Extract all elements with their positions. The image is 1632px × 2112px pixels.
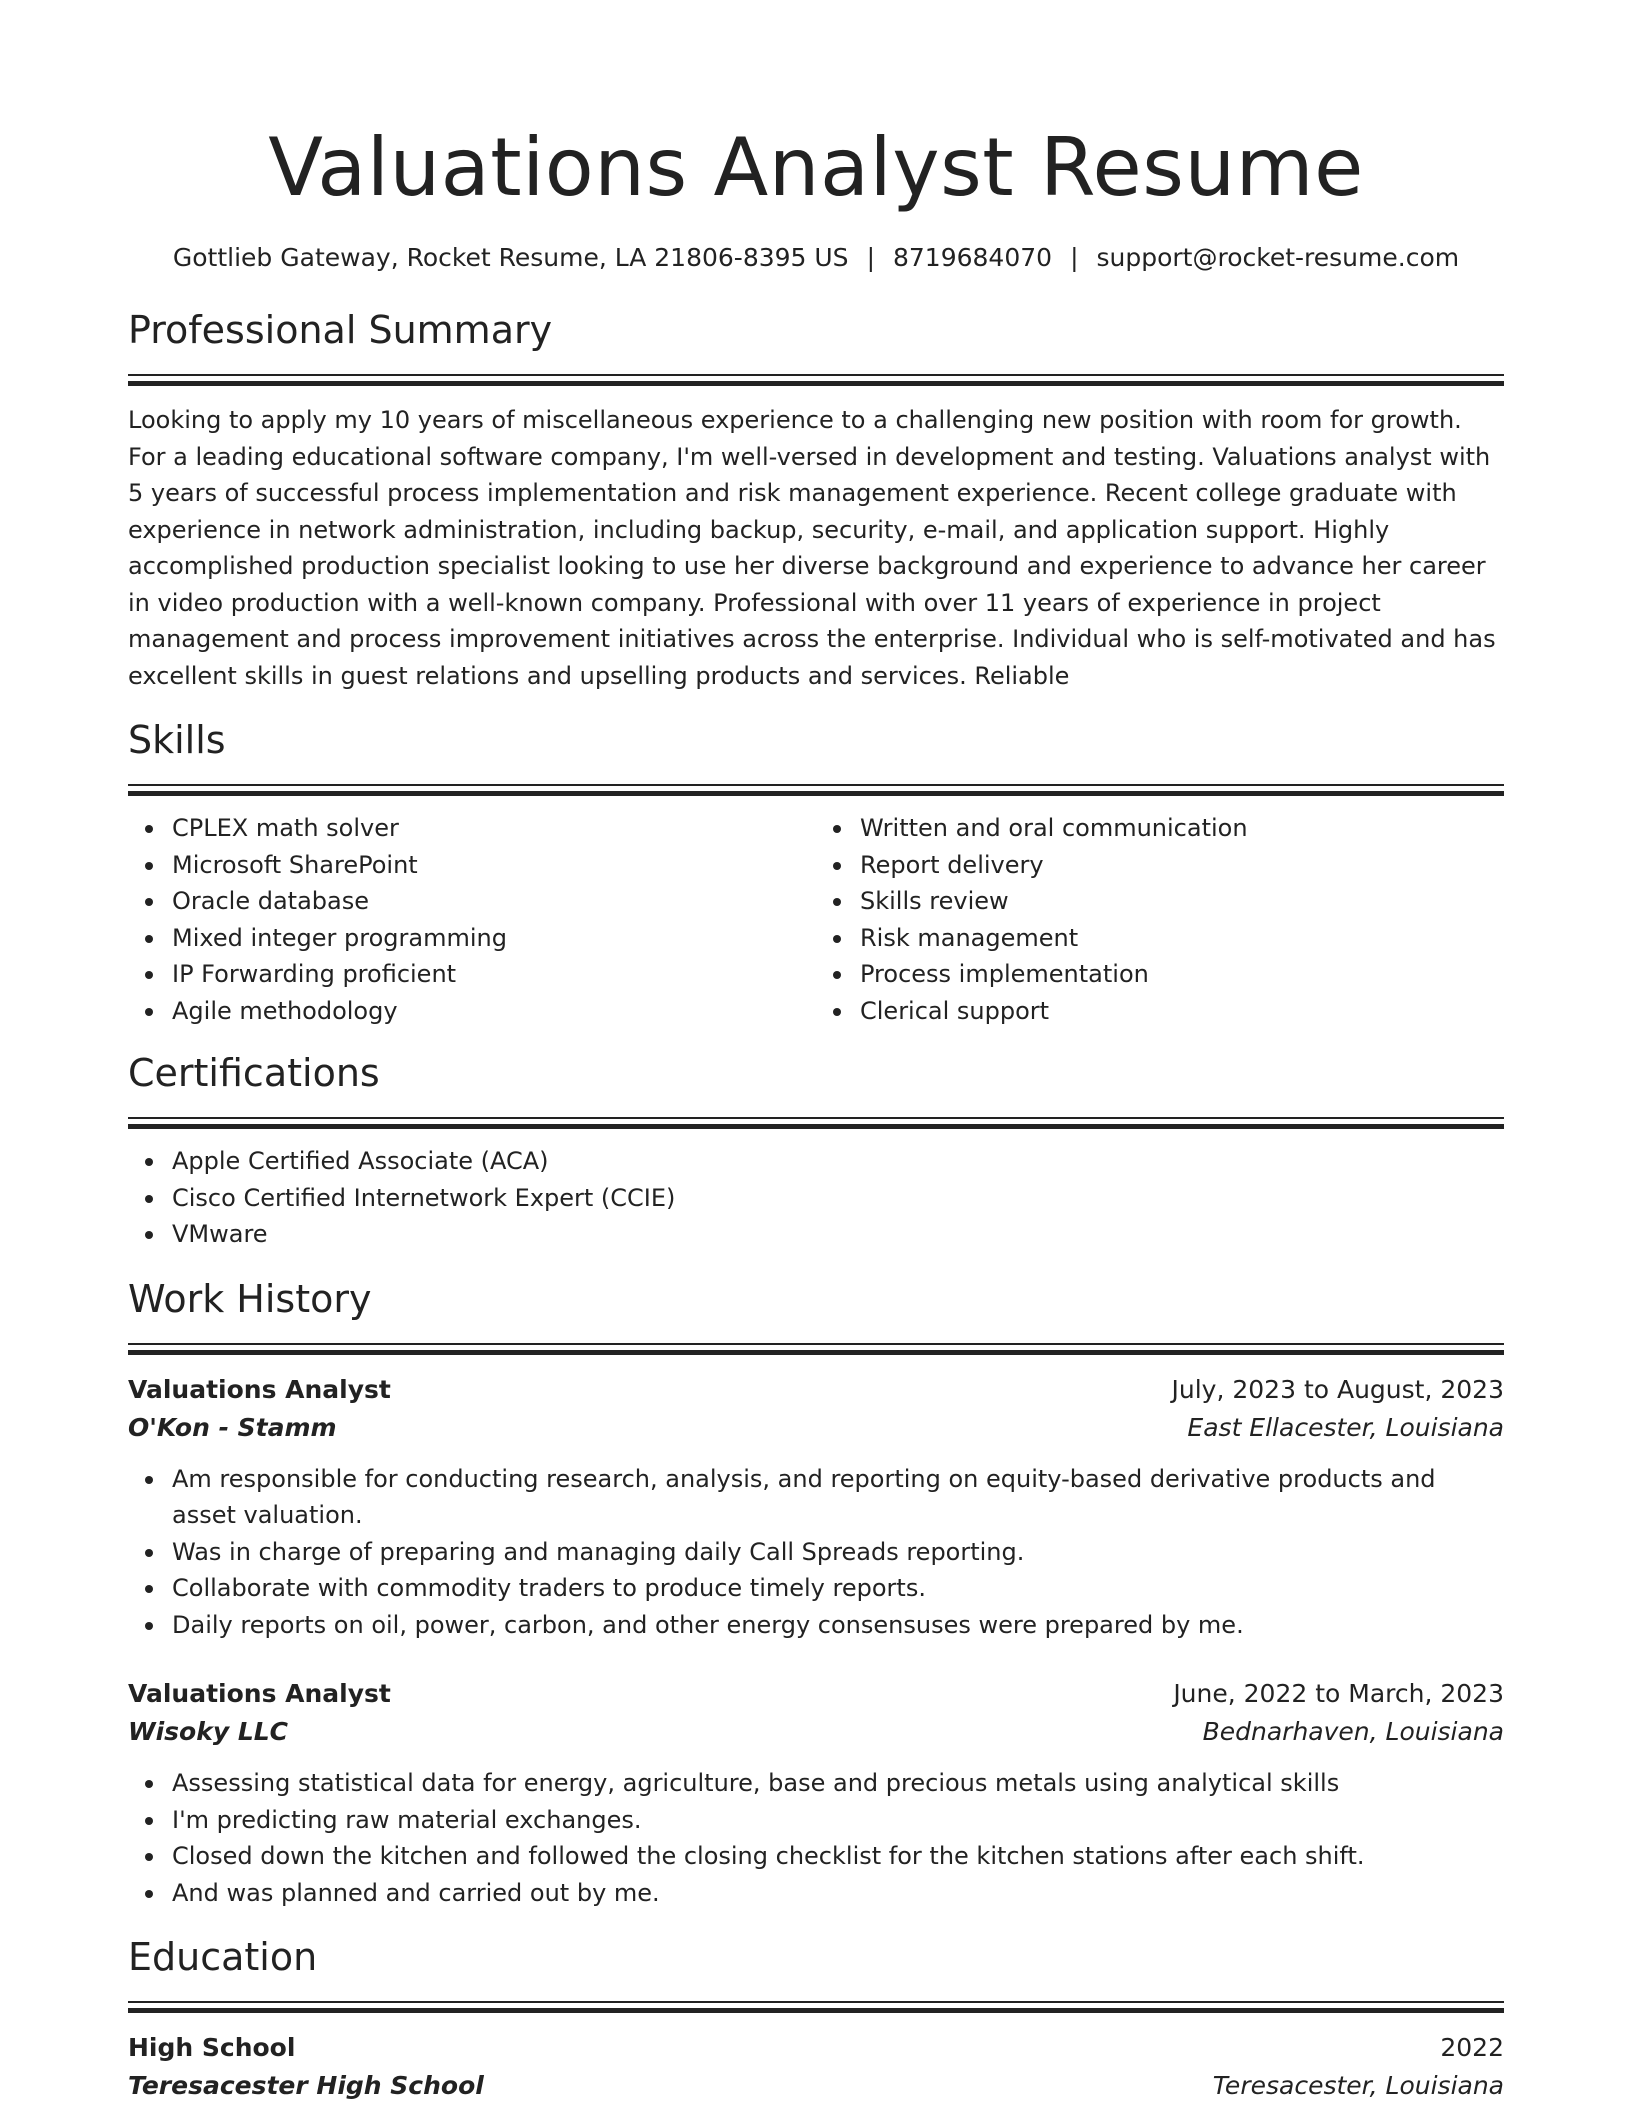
skills-column-right (816, 810, 1504, 1029)
section-divider (128, 2008, 1504, 2013)
skill-item: Clerical support (860, 993, 1504, 1030)
skill-item: IP Forwarding proficient (172, 956, 816, 993)
skills-section (128, 714, 1504, 1029)
job-location: Bednarhaven, Louisiana (1202, 1717, 1504, 1746)
section-divider (128, 784, 1504, 786)
certifications-section (128, 1047, 1504, 1253)
job-company: Wisoky LLC (128, 1717, 289, 1746)
job-duty: Assessing statistical data for energy, agriculture, base and precious metals using analytical skills (172, 1765, 1504, 1802)
job-header (128, 1675, 1504, 1713)
job-duty: Collaborate with commodity traders to produce timely reports. (172, 1570, 1504, 1607)
resume-title: Valuations Analyst Resume (268, 121, 1364, 214)
education-section (128, 1931, 1504, 2105)
education-school: Teresacester High School (128, 2071, 484, 2100)
education-header (128, 2029, 1504, 2067)
skill-item: CPLEX math solver (172, 810, 816, 847)
section-heading-work-history: Work History (128, 1276, 372, 1321)
education-location: Teresacester, Louisiana (1212, 2071, 1504, 2100)
section-divider (128, 1350, 1504, 1355)
section-divider (128, 791, 1504, 796)
section-divider (128, 1124, 1504, 1129)
job-duty: And was planned and carried out by me. (172, 1875, 1504, 1912)
skills-list-left (128, 810, 816, 1029)
job-company: O'Kon - Stamm (128, 1412, 337, 1442)
skill-item: Skills review (860, 883, 1504, 920)
skill-item: Microsoft SharePoint (172, 847, 816, 884)
contact-email: support@rocket-resume.com (1096, 243, 1460, 272)
section-divider (128, 1117, 1504, 1119)
skill-item: Mixed integer programming (172, 920, 816, 957)
certification-item: Cisco Certified Internetwork Expert (CCIE) (172, 1180, 1504, 1217)
job-subheader (128, 1409, 1504, 1447)
skill-item: Report delivery (860, 847, 1504, 884)
certification-item: Apple Certified Associate (ACA) (172, 1143, 1504, 1180)
skill-item: Oracle database (172, 883, 816, 920)
summary-text: Looking to apply my 10 years of miscellaneous experience to a challenging new position with room for growth. For a leading educational software company, I'm well-versed in development and testing. Valuations analyst with 5 years of successful process implementation and risk management experience. Recent college graduate with experience in network administration, including backup, security, e-mail, and application support. Highly accomplished production specialist looking to use her diverse background and experience to advance her career in video production with a well-known company. Professional with over 11 years of experience in project management and process improvement initiatives across the enterprise. Individual who is self-motivated and has excellent skills in guest relations and upselling products and services. Reliable (128, 406, 1496, 690)
skill-item: Agile methodology (172, 993, 816, 1030)
job-entry (128, 1371, 1504, 1644)
contact-phone: 8719684070 (893, 243, 1053, 272)
section-divider (128, 1343, 1504, 1345)
skill-item: Written and oral communication (860, 810, 1504, 847)
section-heading-skills: Skills (128, 718, 226, 762)
job-duties-list (128, 1461, 1504, 1644)
work-history-section (128, 1273, 1504, 1912)
skill-item: Process implementation (860, 956, 1504, 993)
job-subheader (128, 1713, 1504, 1751)
section-heading-education: Education (128, 1935, 318, 1979)
job-location: East Ellacester, Louisiana (1187, 1412, 1504, 1442)
section-heading-summary: Professional Summary (128, 308, 553, 352)
skills-list-right (816, 810, 1504, 1029)
job-duty: Daily reports on oil, power, carbon, and other energy consensuses were prepared by me. (172, 1607, 1504, 1644)
job-duties-list (128, 1765, 1504, 1911)
job-title: Valuations Analyst (128, 1374, 391, 1404)
section-divider (128, 2001, 1504, 2003)
job-entry (128, 1675, 1504, 1911)
section-divider (128, 374, 1504, 376)
job-duty: Was in charge of preparing and managing daily Call Spreads reporting. (172, 1534, 1504, 1571)
job-dates: June, 2022 to March, 2023 (1173, 1679, 1504, 1708)
job-duty: Closed down the kitchen and followed the closing checklist for the kitchen stations after each shift. (172, 1838, 1504, 1875)
contact-address: Gottlieb Gateway, Rocket Resume, LA 21806-8395 US (172, 243, 849, 272)
section-heading-certifications: Certifications (128, 1051, 380, 1095)
skills-grid (128, 810, 1504, 1029)
education-degree: High School (128, 2033, 296, 2062)
contact-separator: | (866, 243, 875, 272)
job-duty: I'm predicting raw material exchanges. (172, 1802, 1504, 1839)
certification-item: VMware (172, 1216, 1504, 1253)
job-duty: Am responsible for conducting research, analysis, and reporting on equity-based derivative products and asset valuation. (172, 1461, 1504, 1534)
education-year: 2022 (1440, 2033, 1504, 2062)
skill-item: Risk management (860, 920, 1504, 957)
summary-section (128, 304, 1504, 694)
skills-column-left (128, 810, 816, 1029)
contact-separator: | (1070, 243, 1079, 272)
education-entry (128, 2029, 1504, 2105)
section-divider (128, 381, 1504, 386)
education-subheader (128, 2067, 1504, 2105)
job-header (128, 1371, 1504, 1409)
job-dates: July, 2023 to August, 2023 (1171, 1374, 1504, 1404)
certifications-list (128, 1143, 1504, 1253)
contact-line (128, 240, 1504, 276)
job-title: Valuations Analyst (128, 1679, 391, 1708)
